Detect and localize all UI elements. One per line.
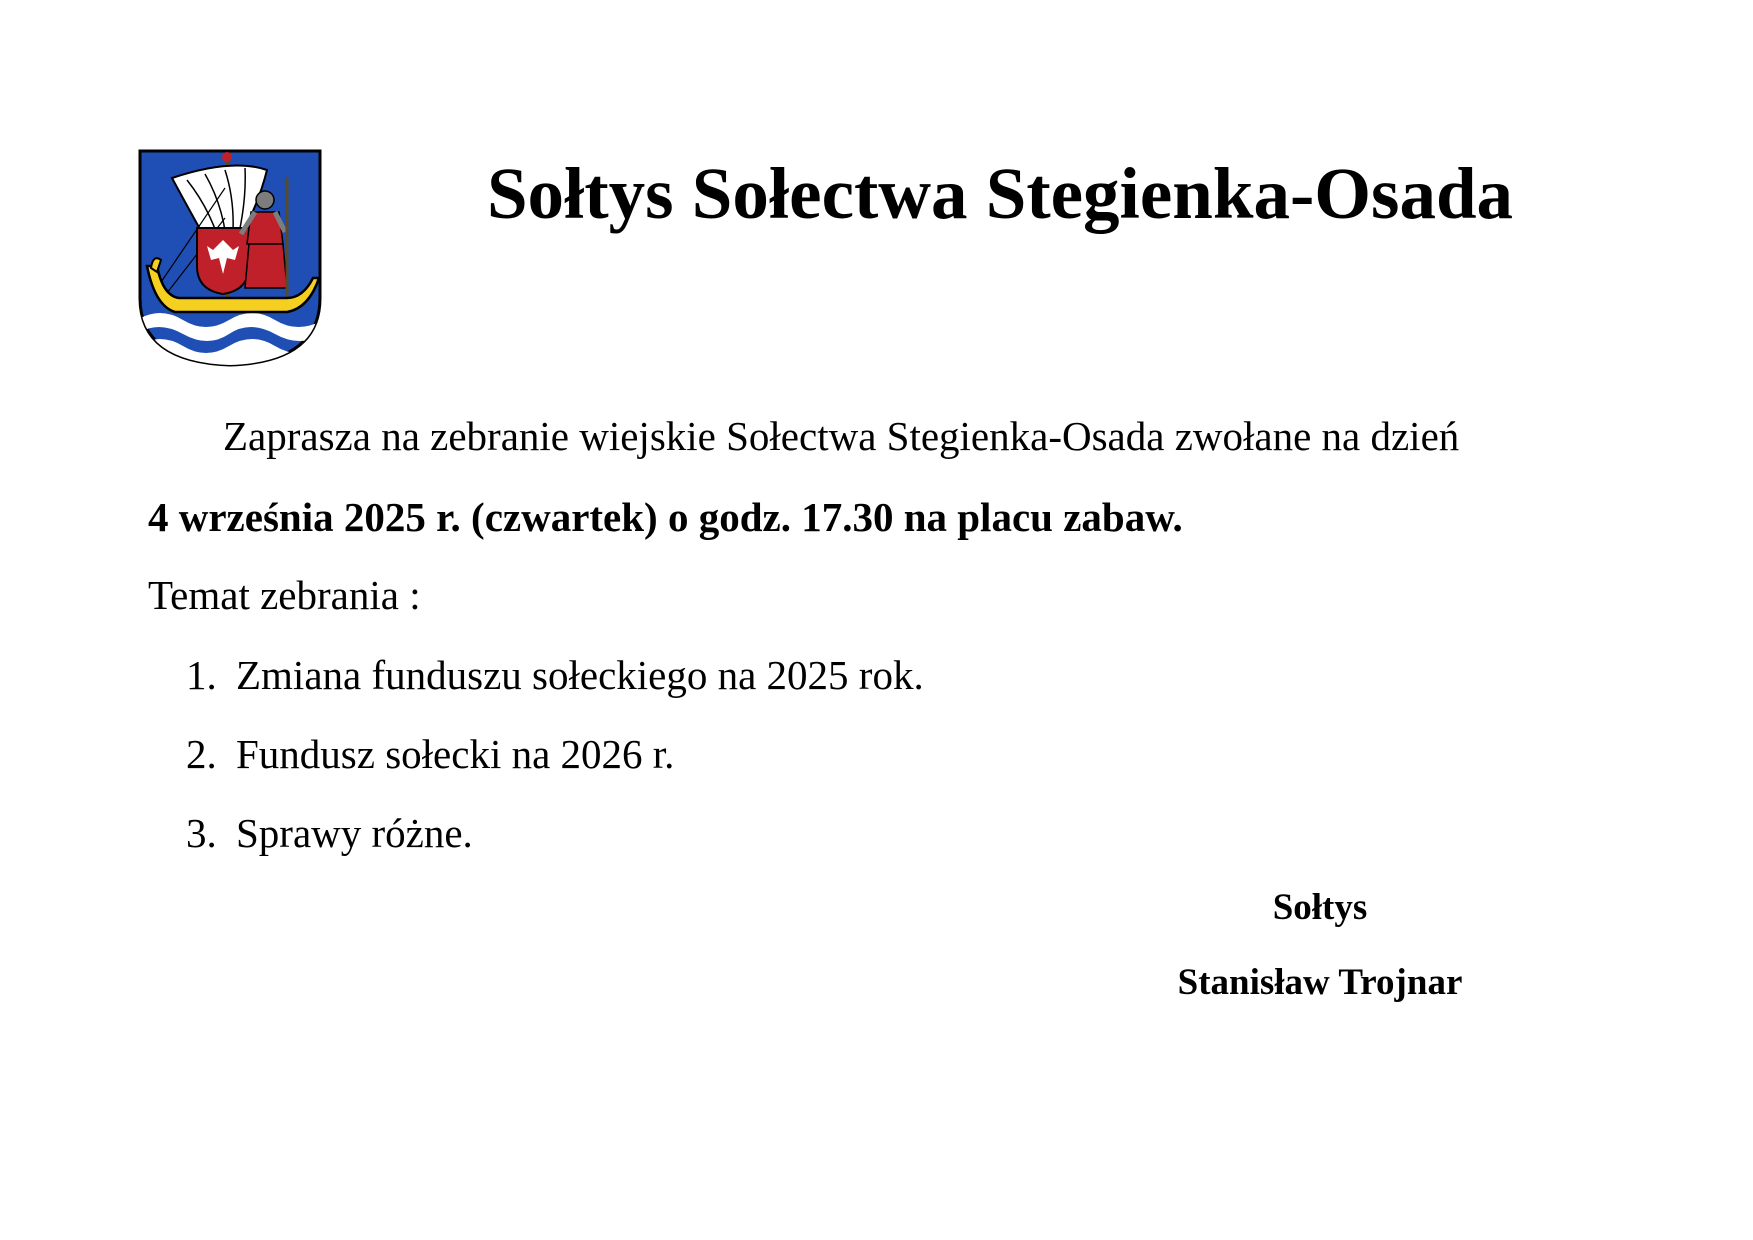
invitation-text: Zaprasza na zebranie wiejskie Sołectwa Stegienka-Osada zwołane na dzień bbox=[223, 413, 1460, 459]
agenda-item-text: Fundusz sołecki na 2026 r. bbox=[236, 731, 675, 777]
agenda-item-text: Zmiana funduszu sołeckiego na 2025 rok. bbox=[236, 652, 924, 698]
agenda-item-number: 3. bbox=[186, 810, 217, 856]
coat-of-arms-icon bbox=[137, 148, 323, 368]
signature-name: Stanisław Trojnar bbox=[1177, 962, 1463, 1003]
signature-role: Sołtys bbox=[1272, 887, 1368, 928]
page-title: Sołtys Sołectwa Stegienka-Osada bbox=[486, 153, 1514, 234]
agenda-item-number: 1. bbox=[186, 652, 217, 698]
agenda-heading: Temat zebrania : bbox=[148, 572, 421, 618]
agenda-item-text: Sprawy różne. bbox=[236, 810, 473, 856]
meeting-date-text: 4 września 2025 r. (czwartek) o godz. 17.30 na placu zabaw. bbox=[148, 494, 1183, 540]
agenda-item-number: 2. bbox=[186, 731, 217, 777]
